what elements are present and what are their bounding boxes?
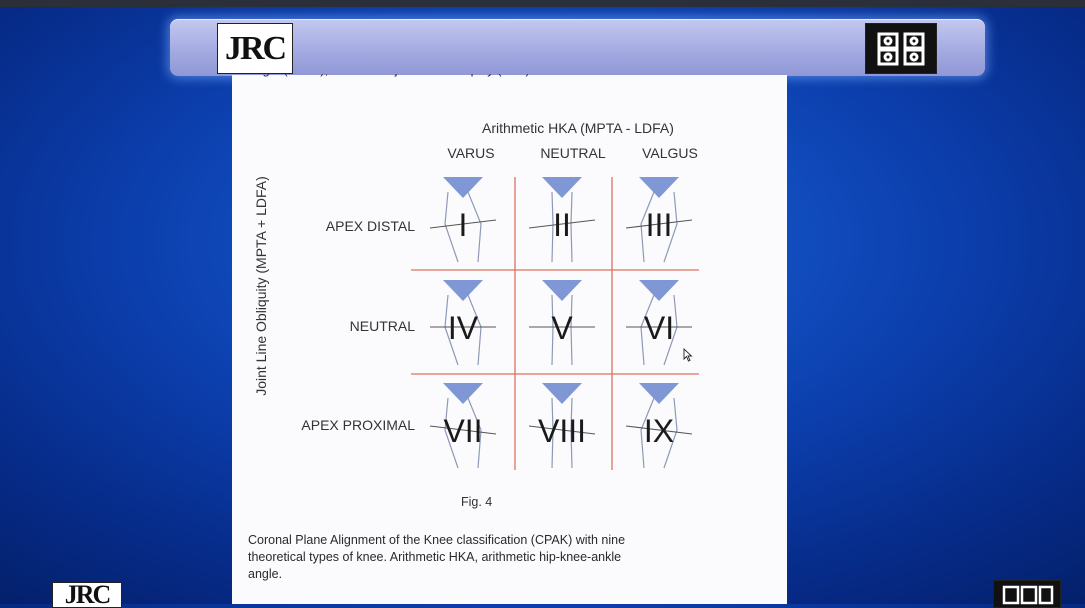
cell-numeral: V <box>551 310 573 346</box>
knee-cells <box>430 177 692 468</box>
knee-triangle <box>443 280 483 301</box>
knee-type-cell <box>529 280 595 365</box>
knee-triangle <box>639 280 679 301</box>
column-header-valgus: VALGUS <box>642 145 698 161</box>
cell-numeral: VIII <box>537 413 587 449</box>
knee-type-cell <box>626 383 692 468</box>
cell-numeral: IV <box>447 310 479 346</box>
bone-outline <box>468 192 481 262</box>
caption-line: Coronal Plane Alignment of the Knee classification (CPAK) with nine <box>248 533 626 547</box>
x-axis-title: Arithmetic HKA (MPTA - LDFA) <box>482 120 674 136</box>
knee-type-cell <box>430 177 496 262</box>
caption-line: angle. <box>248 567 283 581</box>
knee-type-cell <box>430 280 496 365</box>
column-header-neutral: NEUTRAL <box>540 145 606 161</box>
knee-triangle <box>639 383 679 404</box>
figure-caption <box>248 532 718 583</box>
knee-triangle <box>542 280 582 301</box>
bone-outline <box>571 192 572 262</box>
knee-triangle <box>443 177 483 198</box>
cell-numeral: I <box>458 207 468 243</box>
knee-type-cell <box>626 177 692 262</box>
y-axis-title: Joint Line Obliquity (MPTA + LDFA) <box>253 176 269 396</box>
cell-numeral: VII <box>443 413 483 449</box>
mouse-cursor-icon <box>683 348 693 362</box>
figure-label: Fig. 4 <box>461 495 493 509</box>
knee-triangle <box>443 383 483 404</box>
knee-triangle <box>542 177 582 198</box>
jrc-logo-text: JRC <box>224 29 286 67</box>
seal-icon <box>998 583 1056 605</box>
caption-line: theoretical types of knee. Arithmetic HKA, arithmetic hip-knee-ankle <box>248 550 622 564</box>
bone-outline <box>445 192 458 262</box>
footer-jrc-logo <box>52 582 122 608</box>
knee-triangle <box>542 383 582 404</box>
knee-type-cell <box>529 383 595 468</box>
cell-numeral: III <box>645 207 673 243</box>
row-header-apex-distal: APEX DISTAL <box>325 218 415 234</box>
column-header-varus: VARUS <box>447 145 495 161</box>
row-header-neutral: NEUTRAL <box>349 318 415 334</box>
knee-type-cell <box>430 383 496 468</box>
knee-triangle <box>639 177 679 198</box>
cell-numeral: IX <box>643 413 675 449</box>
footer-jrc-logo-text: JRC <box>64 582 110 608</box>
row-header-apex-proximal: APEX PROXIMAL <box>301 417 415 433</box>
knee-type-cell <box>529 177 595 262</box>
cell-numeral: VI <box>643 310 675 346</box>
cell-numeral: II <box>553 207 571 243</box>
